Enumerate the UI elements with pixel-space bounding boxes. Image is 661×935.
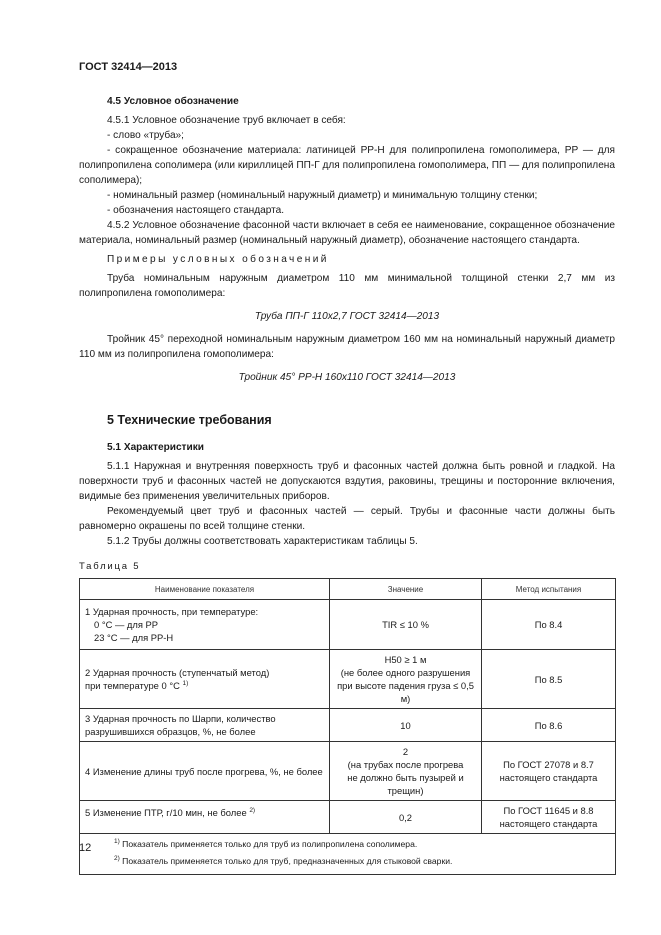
value-cell bbox=[330, 742, 482, 801]
section-4-5-title: 4.5 Условное обозначение bbox=[107, 96, 239, 107]
column-header: Метод испытания bbox=[482, 579, 616, 600]
footnote bbox=[114, 838, 610, 851]
cell-line: 23 °С — для PP-H bbox=[94, 632, 174, 643]
method-cell: По 8.5 bbox=[482, 650, 616, 709]
cell-line: 0 °С — для PP bbox=[94, 619, 159, 630]
column-header: Значение bbox=[330, 579, 482, 600]
method-cell: По ГОСТ 27078 и 8.7 настоящего стандарта bbox=[482, 742, 616, 801]
footnote-text: Показатель применяется только для труб из полипропилена сополимера. bbox=[122, 839, 418, 849]
cell-line: 1 Ударная прочность, при температуре: bbox=[85, 606, 259, 617]
table-row bbox=[80, 600, 616, 650]
footnote-mark: 1) bbox=[114, 838, 120, 846]
cell-line: (на трубах после прогрева bbox=[347, 759, 464, 770]
cell-text: 5 Изменение ПТР, г/10 мин, не более bbox=[85, 807, 247, 818]
table-row bbox=[80, 709, 616, 742]
footnote-text: Показатель применяется только для труб, предназначенных для стыковой сварки. bbox=[122, 856, 453, 866]
standard-header: ГОСТ 32414—2013 bbox=[79, 61, 178, 73]
value-cell: TIR ≤ 10 % bbox=[330, 600, 482, 650]
table-row bbox=[80, 650, 616, 709]
example-text: Труба номинальным наружным диаметром 110 мм минимальной толщиной стенки 2,7 мм из полипропилена гомополимера: bbox=[79, 273, 615, 299]
paragraph: Рекомендуемый цвет труб и фасонных частей — серый. Трубы и фасонные части должны быть равномерно окрашены по всей толщине стенки. bbox=[79, 506, 615, 532]
table-caption: Таблица 5 bbox=[79, 561, 141, 572]
list-item: - обозначения настоящего стандарта. bbox=[107, 205, 285, 216]
cell-line: (не более одного разрушения bbox=[340, 667, 471, 678]
indicator-cell: 4 Изменение длины труб после прогрева, %, не более bbox=[80, 742, 330, 801]
method-cell: По 8.6 bbox=[482, 709, 616, 742]
cell-line: не должно быть пузырей и трещин) bbox=[347, 772, 464, 796]
section-5-title: 5 Технические требования bbox=[107, 413, 272, 427]
value-cell bbox=[330, 650, 482, 709]
paragraph: 5.1.1 Наружная и внутренняя поверхность труб и фасонных частей должна быть ровной и гладкой. На поверхности труб и фасонных частей не допускаются вздутия, раковины, трещины и посторонние включения, видимые без применения увеличительных приборов. bbox=[79, 461, 615, 502]
footnotes-cell bbox=[80, 834, 616, 875]
cell-line: 2 Ударная прочность (ступенчатый метод) bbox=[85, 667, 270, 678]
method-cell: По 8.4 bbox=[482, 600, 616, 650]
indicator-cell bbox=[80, 600, 330, 650]
indicator-cell: 3 Ударная прочность по Шарпи, количество разрушившихся образцов, %, не более bbox=[80, 709, 330, 742]
list-item: - сокращенное обозначение материала: латиницей PP-H для полипропилена гомополимера, PP — для полипропилена сополимера (или кириллицей ПП-Г для полипропилена гомополимера, ПП — для полипропилена сополимера); bbox=[79, 145, 615, 186]
cell-line: H50 ≥ 1 м bbox=[384, 654, 427, 665]
cell-text: при температуре 0 °С bbox=[85, 680, 180, 691]
paragraph: 4.5.1 Условное обозначение труб включает в себя: bbox=[107, 115, 346, 126]
value-cell: 10 bbox=[330, 709, 482, 742]
column-header: Наименование показателя bbox=[80, 579, 330, 600]
table-5 bbox=[79, 578, 616, 875]
examples-title: Примеры условных обозначений bbox=[107, 254, 329, 265]
list-item: - слово «труба»; bbox=[107, 130, 184, 141]
cell-line: 2 bbox=[402, 746, 409, 757]
table-header-row bbox=[80, 579, 616, 600]
value-cell: 0,2 bbox=[330, 801, 482, 834]
footnote-ref: 2) bbox=[249, 806, 256, 814]
list-item: - номинальный размер (номинальный наружный диаметр) и минимальную толщину стенки; bbox=[107, 190, 538, 201]
footnote-ref: 1) bbox=[182, 679, 189, 687]
example-designation: Тройник 45° PP-H 160x110 ГОСТ 32414—2013 bbox=[238, 372, 456, 383]
cell-line bbox=[85, 679, 324, 692]
paragraph: 5.1.2 Трубы должны соответствовать характеристикам таблицы 5. bbox=[107, 536, 418, 547]
footnote-mark: 2) bbox=[114, 855, 120, 863]
example-text: Тройник 45° переходной номинальным наружным диаметром 160 мм на номинальный наружный диаметр 110 мм из полипропилена гомополимера: bbox=[79, 334, 615, 360]
cell-line: при высоте падения груза ≤ 0,5 м) bbox=[337, 680, 474, 704]
indicator-cell bbox=[80, 650, 330, 709]
method-cell: По ГОСТ 11645 и 8.8 настоящего стандарта bbox=[482, 801, 616, 834]
footnote bbox=[114, 855, 610, 868]
section-5-1-title: 5.1 Характеристики bbox=[107, 442, 204, 453]
table-footnotes-row bbox=[80, 834, 616, 875]
table-row bbox=[80, 801, 616, 834]
example-designation: Труба ПП-Г 110x2,7 ГОСТ 32414—2013 bbox=[254, 311, 440, 322]
paragraph: 4.5.2 Условное обозначение фасонной части включает в себя ее наименование, сокращенное обозначение материала, номинальный размер (номинальный наружный диаметр), обозначение настоящего стандарта. bbox=[79, 220, 615, 246]
page-number: 12 bbox=[79, 842, 92, 854]
table-row bbox=[80, 742, 616, 801]
indicator-cell bbox=[80, 801, 330, 834]
page-body bbox=[79, 94, 615, 875]
